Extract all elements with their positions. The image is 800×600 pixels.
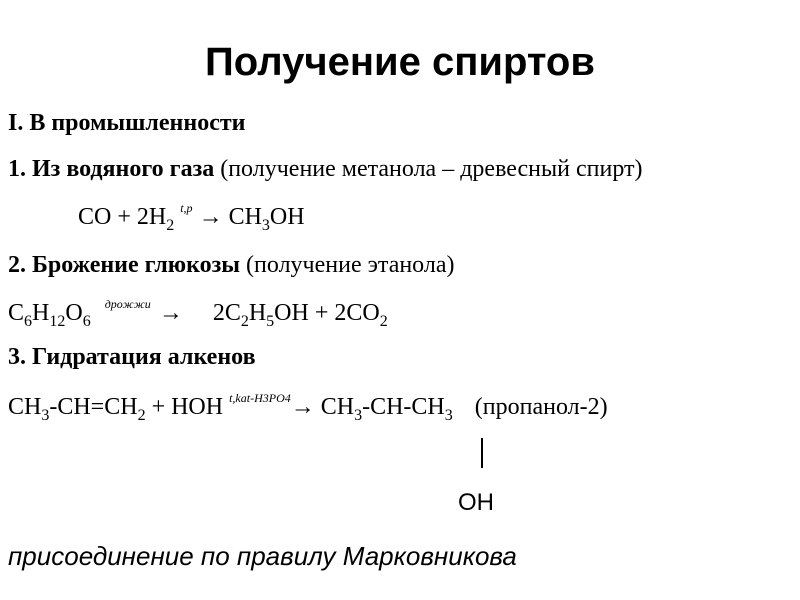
subscript: 12 [49,313,66,330]
reaction-arrow: → [198,204,223,230]
product-part: H [248,300,267,326]
subscript: 6 [82,313,91,330]
reaction-condition: t,kat-H3PO4 [229,391,291,405]
subscript: 6 [24,313,33,330]
subscript: 5 [266,313,275,330]
formula-part: O [65,300,83,326]
subscript: 3 [41,407,50,424]
product-part: -CH-CH [362,394,445,420]
reactants: CO + 2H [78,204,167,230]
method-1-line [8,154,642,184]
product-end: OH [269,204,305,230]
section-heading: I. В промышленности [8,110,246,136]
product-part: OH + 2CO [274,300,380,326]
formula-part: + HOH [145,394,230,420]
hydroxyl-group: OH [458,489,494,516]
product: CH [228,204,262,230]
reaction-condition: t,p [180,201,193,215]
subscript: 2 [137,407,146,424]
method-1-heading: 1. Из водяного газа [8,156,215,182]
subscript: 2 [166,217,175,234]
equation-methanol [78,202,305,235]
subscript: 2 [240,313,249,330]
equation-fermentation [8,298,388,331]
subscript: 2 [379,313,388,330]
method-2-heading: 2. Брожение глюкозы [8,252,241,278]
formula-part: -CH=CH [49,394,138,420]
bond-line [481,438,483,468]
product-name: (пропанол-2) [474,394,608,420]
method-3-heading: 3. Гидратация алкенов [8,344,256,370]
formula-part: C [8,300,25,326]
equation-hydration [8,392,608,425]
product-part: CH [314,394,355,420]
method-2-line [8,250,455,280]
formula-part: H [32,300,50,326]
subscript: 3 [261,217,270,234]
reaction-condition: дрожжи [104,297,151,311]
method-2-note: (получение этанола) [246,252,455,278]
markovnikov-rule: присоединение по правилу Марковникова [8,541,517,571]
formula-part: CH [8,394,42,420]
method-1-note: (получение метанола – древесный спирт) [220,156,643,182]
reaction-arrow: → [158,300,183,326]
subscript: 3 [444,407,453,424]
reaction-arrow: → [290,394,315,420]
product-part: 2C [212,300,241,326]
slide-title: Получение спиртов [205,40,595,84]
subscript: 3 [354,407,363,424]
